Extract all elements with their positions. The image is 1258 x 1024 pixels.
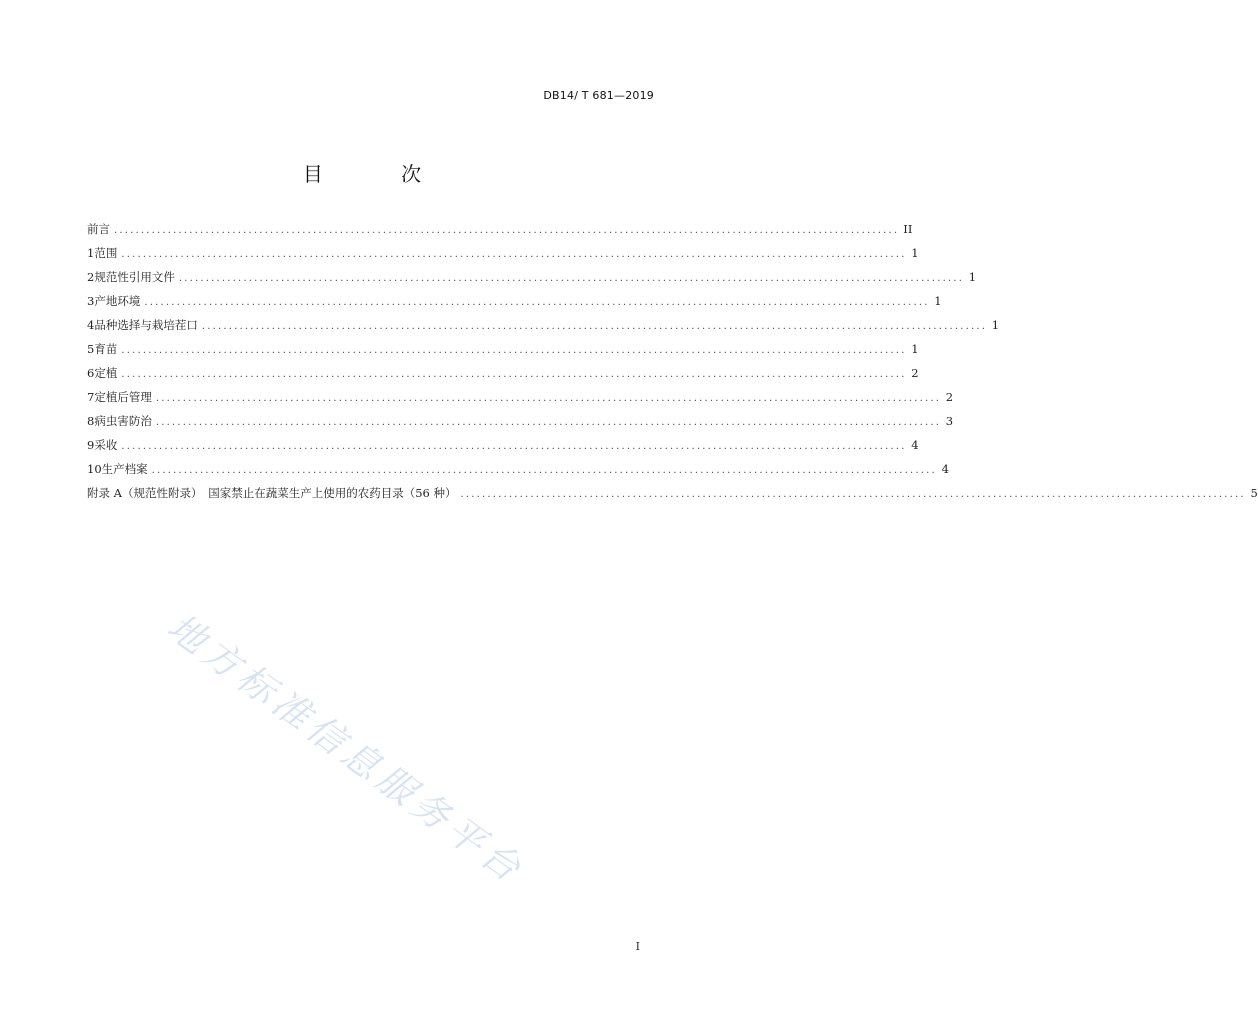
toc-leader: .................................................................................................................................................. [114, 225, 900, 236]
toc-leader: .................................................................................................................................................. [144, 297, 930, 308]
toc-entry-label: 病虫害防治 [94, 414, 152, 428]
toc-entry-number: 3 [87, 294, 95, 308]
toc-entry-number: 9 [87, 438, 95, 452]
toc-leader: .................................................................................................................................................. [121, 441, 907, 452]
page-title: 目 次 [302, 162, 458, 186]
toc-entry-page: 2 [911, 366, 919, 380]
toc-leader: .................................................................................................................................................. [155, 393, 942, 404]
toc-entry-page: 1 [991, 318, 1000, 332]
toc-entry-number: 6 [87, 366, 95, 380]
toc-leader: .................................................................................................................................................. [121, 249, 907, 260]
toc-entry-page: 1 [934, 294, 942, 308]
toc-entry-8[interactable] [87, 409, 954, 433]
standard-code: DB14/ T 681—2019 [543, 89, 654, 102]
toc-entry-label: 规范性引用文件 [94, 270, 175, 284]
toc-entry-page: 1 [911, 342, 919, 356]
toc-entry-appendix-a[interactable] [87, 481, 1258, 505]
toc-leader: .................................................................................................................................................. [121, 369, 907, 380]
toc-entry-9[interactable] [87, 433, 919, 457]
watermark: 地方标准信息服务平台 [159, 605, 533, 893]
toc-entry-page: 4 [941, 462, 949, 476]
toc-entry-page: 5 [1250, 486, 1258, 500]
toc-entry-4[interactable] [87, 313, 1000, 337]
toc-entry-label: 产地环境 [94, 294, 141, 308]
toc-entry-10[interactable] [87, 457, 949, 481]
toc-leader: .................................................................................................................................................. [155, 417, 942, 428]
toc-entry-label: 品种选择与栽培茬口 [94, 318, 198, 332]
toc-entry-page: 1 [911, 246, 919, 260]
toc-entry-number: 4 [87, 318, 95, 332]
toc-entry-5[interactable] [87, 337, 919, 361]
toc-entry-number: 2 [87, 270, 95, 284]
toc-leader: .................................................................................................................................................. [151, 465, 937, 476]
toc-entry-page: 2 [945, 390, 954, 404]
toc-entry-number: 5 [87, 342, 95, 356]
toc-leader: .................................................................................................................................................. [121, 345, 907, 356]
toc-entry-number: 8 [87, 414, 95, 428]
toc-entry-page: 4 [911, 438, 919, 452]
toc-entry-6[interactable] [87, 361, 919, 385]
toc-entry-page: II [903, 222, 913, 236]
toc-entry-1[interactable] [87, 241, 919, 265]
toc-entry-label: 前言 [87, 222, 110, 236]
toc-entry-number: 10 [87, 462, 102, 476]
toc-entry-foreword[interactable] [87, 217, 913, 241]
toc-entry-label: 附录 A（规范性附录） 国家禁止在蔬菜生产上使用的农药目录（56 种） [87, 486, 457, 500]
toc-entry-label: 育苗 [94, 342, 118, 356]
toc-entry-page: 3 [945, 414, 954, 428]
toc-entry-label: 采收 [94, 438, 118, 452]
toc-entry-number: 7 [87, 390, 95, 404]
page-number: I [635, 940, 640, 953]
toc-leader: .................................................................................................................................................. [201, 321, 988, 332]
toc-leader: .................................................................................................................................................. [460, 489, 1246, 500]
toc-entry-label: 定植后管理 [94, 390, 152, 404]
toc-entry-3[interactable] [87, 289, 942, 313]
toc-entry-number: 1 [87, 246, 95, 260]
toc-entry-2[interactable] [87, 265, 977, 289]
toc-entry-label: 范围 [94, 246, 118, 260]
toc-entry-page: 1 [968, 270, 977, 284]
table-of-contents [87, 217, 1258, 505]
toc-leader: .................................................................................................................................................. [178, 273, 965, 284]
toc-entry-7[interactable] [87, 385, 954, 409]
toc-entry-label: 定植 [94, 366, 118, 380]
toc-entry-label: 生产档案 [101, 462, 148, 476]
